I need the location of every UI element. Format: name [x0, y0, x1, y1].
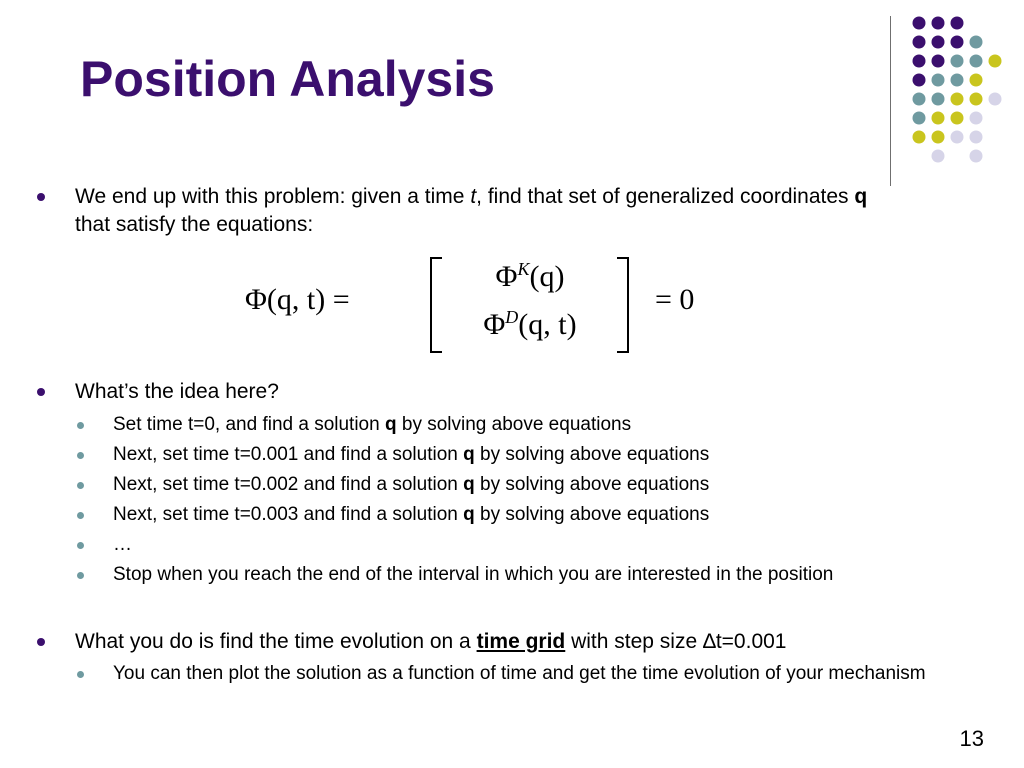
decorative-dot — [989, 55, 1002, 68]
text-run: What you do is find the time evolution on a — [75, 630, 477, 653]
decorative-dot — [951, 36, 964, 49]
text-run: q — [384, 414, 397, 435]
left-bracket — [430, 257, 442, 353]
decorative-dot — [951, 93, 964, 106]
text-run: by solving above equations — [474, 504, 710, 525]
equation-row-kinematic: $\Phi^K(q)$ — [495, 259, 565, 293]
constraint-equation — [245, 255, 725, 355]
decorative-dot — [951, 74, 964, 87]
decorative-dot — [951, 17, 964, 30]
text-run: q — [463, 474, 475, 495]
sub-bullet-dot — [77, 671, 84, 678]
bullet-problem-statement — [75, 183, 895, 239]
bullet-idea — [75, 378, 895, 406]
sub-bullet — [113, 473, 993, 497]
sub-bullet-text — [113, 504, 709, 525]
decorative-dot — [913, 131, 926, 144]
decorative-dot — [970, 74, 983, 87]
text-run: Set time t=0, and find a solution — [113, 414, 385, 435]
text-run: t — [470, 185, 477, 208]
text-run: What’s the idea here? — [75, 380, 279, 403]
sub-bullet-dot — [77, 452, 84, 459]
decorative-dot-grid — [0, 0, 1024, 200]
decorative-dot — [913, 17, 926, 30]
decorative-dot — [932, 17, 945, 30]
text-run: that satisfy the equations: — [75, 213, 314, 236]
decorative-dot — [970, 36, 983, 49]
text-run: with step size ∆t=0.001 — [565, 630, 787, 653]
sub-bullet — [113, 443, 993, 467]
text-run: q — [463, 444, 475, 465]
text-run: Next, set time t=0.003 and find a solution — [113, 504, 464, 525]
sub-bullet-dot — [77, 512, 84, 519]
sub-bullet — [113, 563, 993, 587]
sub-bullet — [113, 662, 983, 686]
bullet-dot — [37, 193, 45, 201]
sub-bullet-dot — [77, 482, 84, 489]
sub-bullet-text — [113, 663, 926, 684]
sub-bullet-text — [113, 474, 709, 495]
decorative-dot — [913, 36, 926, 49]
slide-title: Position Analysis — [80, 51, 495, 107]
bullet-text — [75, 185, 867, 236]
decorative-dot — [913, 112, 926, 125]
text-run: We end up with this problem: given a time — [75, 185, 471, 208]
sub-bullet-text — [113, 564, 833, 585]
right-bracket — [617, 257, 629, 353]
decorative-dot — [951, 131, 964, 144]
decorative-dot — [932, 131, 945, 144]
text-run: by solving above equations — [474, 444, 710, 465]
sub-bullet-dot — [77, 572, 84, 579]
sub-bullet — [113, 533, 993, 557]
equation-rhs: = 0 — [655, 283, 695, 316]
bullet-dot — [37, 638, 45, 646]
text-run: time grid — [476, 630, 566, 653]
sub-bullet-text — [113, 444, 709, 465]
sub-bullet-text — [113, 414, 631, 435]
bullet-text — [75, 630, 786, 653]
decorative-dot — [970, 150, 983, 163]
equation-row-driving: $\Phi^D(q$, t) — [483, 307, 577, 341]
sub-bullet-dot — [77, 542, 84, 549]
text-run: q — [854, 185, 868, 208]
text-run: by solving above equations — [396, 414, 632, 435]
text-run: You can then plot the solution as a function of time and get the time evolution of your mechanism — [113, 663, 926, 684]
text-run: Next, set time t=0.001 and find a solution — [113, 444, 464, 465]
decorative-dot — [970, 93, 983, 106]
decorative-dot — [913, 93, 926, 106]
decorative-dot — [970, 55, 983, 68]
text-run: by solving above equations — [474, 474, 710, 495]
decorative-dot — [932, 36, 945, 49]
decorative-dot — [989, 93, 1002, 106]
decorative-dot — [913, 74, 926, 87]
text-run: Stop when you reach the end of the interval in which you are interested in the position — [113, 564, 834, 585]
decorative-dot — [932, 150, 945, 163]
sub-bullet-text — [113, 534, 132, 555]
decorative-dot — [951, 112, 964, 125]
text-run: Next, set time t=0.002 and find a solution — [113, 474, 464, 495]
sub-bullet — [113, 503, 993, 527]
sub-bullet-dot — [77, 422, 84, 429]
sub-bullet — [113, 413, 993, 437]
decorative-dot — [932, 74, 945, 87]
decorative-dot — [970, 112, 983, 125]
page-number: 13 — [959, 726, 984, 751]
decorative-dot — [932, 93, 945, 106]
bullet-text — [75, 380, 279, 403]
text-run: … — [113, 534, 132, 555]
decorative-dot — [932, 55, 945, 68]
text-run: q — [463, 504, 475, 525]
decorative-dot — [951, 55, 964, 68]
decorative-dot — [970, 131, 983, 144]
bullet-dot — [37, 388, 45, 396]
text-run: , find that set of generalized coordinates — [476, 185, 855, 208]
decorative-dot — [913, 55, 926, 68]
bullet-time-grid — [75, 628, 975, 656]
equation-lhs: Φ(q, t) = — [245, 283, 350, 316]
decorative-dot — [932, 112, 945, 125]
